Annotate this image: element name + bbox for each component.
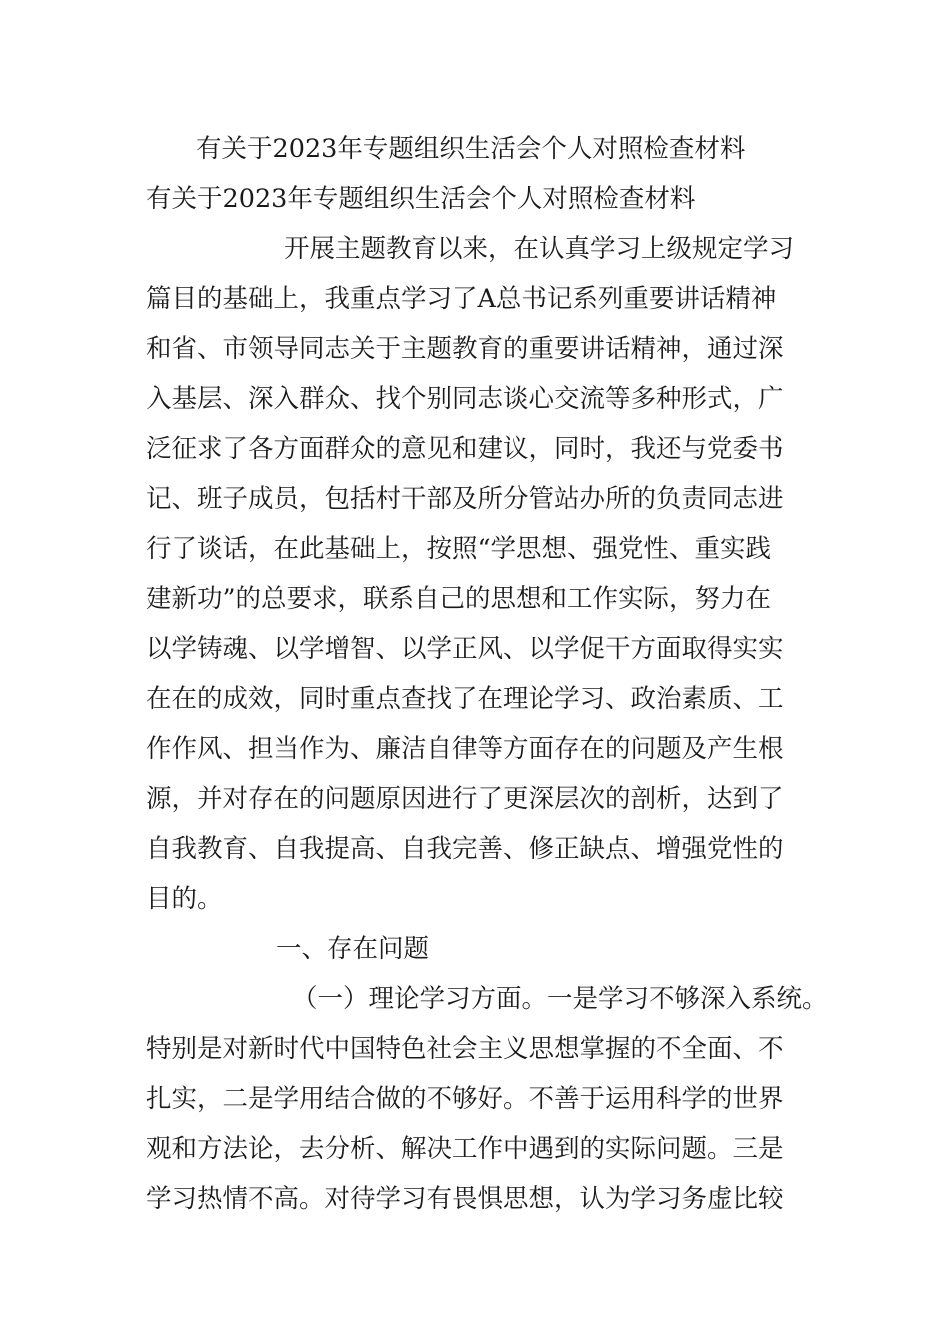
subsection-line: 学习热情不高。对待学习有畏惧思想，认为学习务虚比较	[146, 1184, 784, 1214]
subsection-line: 扎实，二是学用结合做的不够好。不善于运用科学的世界	[146, 1084, 784, 1114]
intro-line: 篇目的基础上，我重点学习了A总书记系列重要讲话精神	[146, 284, 777, 314]
intro-line: 在在的成效，同时重点查找了在理论学习、政治素质、工	[146, 684, 784, 714]
subsection-line: （一）理论学习方面。一是学习不够深入系统。	[292, 984, 828, 1014]
document-title: 有关于2023年专题组织生活会个人对照检查材料	[196, 134, 746, 164]
intro-line: 记、班子成员，包括村干部及所分管站办所的负责同志进	[146, 484, 784, 514]
subsection-line: 特别是对新时代中国特色社会主义思想掌握的不全面、不	[146, 1034, 784, 1064]
intro-line: 和省、市领导同志关于主题教育的重要讲话精神，通过深	[146, 334, 784, 364]
intro-line: 开展主题教育以来，在认真学习上级规定学习	[284, 234, 795, 264]
intro-line: 以学铸魂、以学增智、以学正风、以学促干方面取得实实	[146, 634, 784, 664]
intro-line: 自我教育、自我提高、自我完善、修正缺点、增强党性的	[146, 834, 784, 864]
intro-line: 入基层、深入群众、找个别同志谈心交流等多种形式，广	[146, 384, 784, 414]
subsection-line: 观和方法论，去分析、解决工作中遇到的实际问题。三是	[146, 1134, 784, 1164]
intro-line: 源，并对存在的问题原因进行了更深层次的剖析，达到了	[146, 784, 784, 814]
section-heading: 一、存在问题	[276, 934, 430, 964]
intro-line: 作作风、担当作为、廉洁自律等方面存在的问题及产生根	[146, 734, 784, 764]
document-title-repeat: 有关于2023年专题组织生活会个人对照检查材料	[146, 184, 696, 214]
intro-line: 行了谈话，在此基础上，按照“学思想、强党性、重实践	[146, 534, 772, 564]
intro-line: 目的。	[146, 884, 223, 914]
intro-line: 建新功”的总要求，联系自己的思想和工作实际，努力在	[146, 584, 772, 614]
intro-line: 泛征求了各方面群众的意见和建议，同时，我还与党委书	[146, 434, 784, 464]
